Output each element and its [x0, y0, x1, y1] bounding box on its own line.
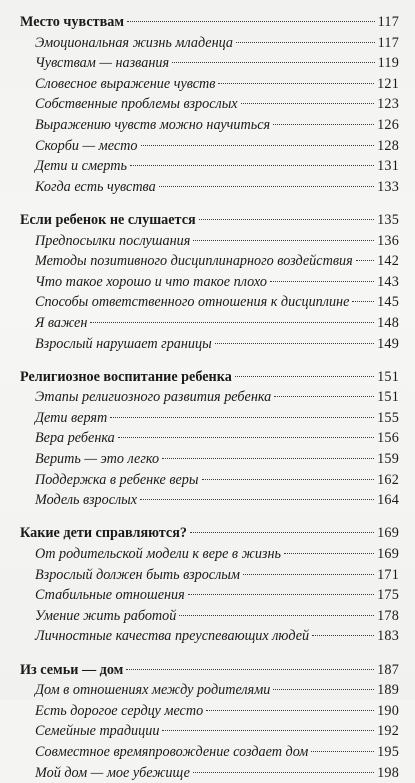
chapter-page-number: 135	[377, 211, 399, 228]
entry-title: Взрослый нарушает границы	[35, 335, 212, 352]
entry-page-number: 128	[377, 137, 399, 154]
toc-section-feelings	[20, 12, 399, 197]
entry-title: Я важен	[35, 314, 88, 331]
dot-leader	[159, 186, 374, 187]
table-of-contents	[20, 12, 399, 783]
toc-chapter-row	[20, 367, 399, 388]
toc-entry-row	[20, 292, 399, 313]
toc-entry-row	[20, 626, 399, 647]
chapter-title: Место чувствам	[20, 14, 125, 30]
entry-title: Совместное времяпровождение создает дом	[35, 743, 309, 760]
toc-entry-row	[20, 470, 399, 491]
entry-page-number: 164	[377, 492, 399, 509]
toc-entry-row	[20, 449, 399, 470]
toc-entry-row	[20, 53, 399, 74]
toc-entry-row	[20, 408, 399, 429]
dot-leader	[140, 499, 374, 500]
entry-title: Дом в отношениях между родителями	[35, 682, 271, 699]
dot-leader	[235, 376, 374, 377]
entry-title: Семейные традиции	[35, 723, 160, 740]
entry-page-number: 189	[377, 682, 399, 699]
entry-page-number: 133	[377, 178, 399, 195]
dot-leader	[273, 689, 374, 690]
entry-title: Способы ответственного отношения к дисциплине	[35, 294, 350, 311]
toc-entry-row	[20, 387, 399, 408]
chapter-title: Какие дети справляются?	[20, 525, 187, 542]
toc-entry-row	[20, 313, 399, 334]
dot-leader	[162, 458, 374, 459]
entry-title: Личностные качества преуспевающих людей	[35, 628, 310, 645]
toc-entry-row	[20, 680, 399, 701]
entry-page-number: 149	[377, 335, 399, 352]
entry-page-number: 156	[377, 430, 399, 447]
toc-entry-row	[20, 585, 399, 606]
toc-entry-row	[20, 763, 399, 783]
entry-page-number: 171	[377, 566, 399, 583]
entry-title: Есть дорогое сердцу место	[35, 702, 204, 719]
dot-leader	[274, 396, 374, 397]
dot-leader	[193, 772, 374, 773]
toc-entry-row	[20, 428, 399, 449]
dot-leader	[236, 42, 375, 43]
toc-entry-row	[20, 742, 399, 763]
entry-page-number: 155	[377, 409, 399, 426]
chapter-page-number: 169	[377, 525, 399, 542]
toc-entry-row	[20, 156, 399, 177]
entry-title: Дети и смерть	[35, 158, 127, 175]
entry-title: Поддержка в ребенке веры	[35, 471, 199, 488]
dot-leader	[352, 301, 374, 302]
entry-page-number: 123	[377, 96, 399, 113]
entry-title: Взрослый должен быть взрослым	[35, 566, 240, 583]
entry-page-number: 145	[377, 294, 399, 311]
entry-title: Скорби — место	[35, 137, 138, 154]
entry-page-number: 175	[377, 587, 399, 604]
dot-leader	[218, 83, 374, 84]
dot-leader	[130, 165, 374, 166]
entry-page-number: 159	[377, 451, 399, 468]
toc-entry-row	[20, 251, 399, 272]
chapter-page-number: 187	[377, 661, 399, 678]
entry-title: Мой дом — мое убежище	[35, 764, 190, 781]
dot-leader	[206, 710, 374, 711]
entry-page-number: 190	[377, 702, 399, 719]
entry-title: Модель взрослых	[35, 492, 138, 509]
entry-page-number: 183	[377, 628, 399, 645]
entry-title: Стабильные отношения	[35, 587, 185, 604]
toc-section-religious-upbringing	[20, 367, 399, 511]
chapter-page-number: 117	[377, 14, 399, 30]
entry-page-number: 195	[377, 743, 399, 760]
entry-page-number: 148	[377, 314, 399, 331]
dot-leader	[273, 124, 374, 125]
dot-leader	[312, 635, 374, 636]
entry-page-number: 198	[377, 764, 399, 781]
dot-leader	[193, 240, 374, 241]
section-gap	[20, 511, 399, 524]
entry-page-number: 192	[377, 723, 399, 740]
dot-leader	[311, 751, 374, 752]
dot-leader	[190, 532, 374, 533]
chapter-title: Если ребенок не слушается	[20, 211, 196, 228]
dot-leader	[241, 103, 375, 104]
dot-leader	[270, 281, 374, 282]
dot-leader	[90, 322, 374, 323]
entry-title: Эмоциональная жизнь младенца	[35, 34, 233, 51]
entry-page-number: 131	[377, 158, 399, 175]
dot-leader	[215, 343, 374, 344]
toc-entry-row	[20, 334, 399, 355]
toc-entry-row	[20, 490, 399, 511]
entry-title: Словесное выражение чувств	[35, 75, 216, 92]
toc-entry-row	[20, 94, 399, 115]
entry-page-number: 117	[377, 34, 399, 51]
toc-entry-row	[20, 721, 399, 742]
toc-entry-row	[20, 701, 399, 722]
toc-chapter-row	[20, 660, 399, 681]
toc-section-family-home	[20, 660, 399, 783]
dot-leader	[179, 615, 374, 616]
section-gap	[20, 197, 399, 210]
toc-entry-row	[20, 74, 399, 95]
dot-leader	[118, 437, 374, 438]
toc-chapter-row	[20, 12, 399, 33]
entry-page-number: 119	[377, 55, 399, 72]
chapter-title: Из семьи — дом	[20, 661, 124, 678]
toc-chapter-row	[20, 523, 399, 544]
entry-title: Выражению чувств можно научиться	[35, 116, 271, 133]
toc-chapter-row	[20, 210, 399, 231]
entry-title: Методы позитивного дисциплинарного воздействия	[35, 253, 353, 270]
entry-title: Дети верят	[35, 409, 108, 426]
dot-leader	[127, 21, 375, 22]
dot-leader	[243, 574, 374, 575]
entry-page-number: 121	[377, 75, 399, 92]
dot-leader	[162, 730, 374, 731]
dot-leader	[141, 145, 375, 146]
dot-leader	[126, 669, 374, 670]
entry-page-number: 178	[377, 607, 399, 624]
dot-leader	[284, 553, 374, 554]
chapter-page-number: 151	[377, 368, 399, 385]
entry-page-number: 136	[377, 232, 399, 249]
toc-entry-row	[20, 115, 399, 136]
section-gap	[20, 354, 399, 367]
entry-title: Чувствам — названия	[35, 55, 170, 72]
entry-page-number: 142	[377, 253, 399, 270]
entry-title: Предпосылки послушания	[35, 232, 191, 249]
entry-title: Когда есть чувства	[35, 178, 156, 195]
entry-title: Умение жить работой	[35, 607, 177, 624]
toc-entry-row	[20, 544, 399, 565]
entry-page-number: 169	[377, 546, 399, 563]
dot-leader	[356, 260, 374, 261]
entry-title: Вера ребенка	[35, 430, 115, 447]
toc-entry-row	[20, 565, 399, 586]
toc-entry-row	[20, 33, 399, 54]
dot-leader	[199, 219, 374, 220]
entry-page-number: 151	[377, 389, 399, 406]
toc-section-coping-children	[20, 523, 399, 647]
entry-page-number: 143	[377, 273, 399, 290]
entry-page-number: 126	[377, 116, 399, 133]
entry-page-number: 162	[377, 471, 399, 488]
entry-title: Этапы религиозного развития ребенка	[35, 389, 272, 406]
toc-entry-row	[20, 136, 399, 157]
toc-section-disobedience	[20, 210, 399, 354]
dot-leader	[172, 62, 375, 63]
toc-entry-row	[20, 272, 399, 293]
toc-entry-row	[20, 231, 399, 252]
entry-title: От родительской модели к вере в жизнь	[35, 546, 281, 563]
toc-entry-row	[20, 606, 399, 627]
entry-title: Собственные проблемы взрослых	[35, 96, 238, 113]
dot-leader	[202, 479, 375, 480]
dot-leader	[188, 594, 374, 595]
entry-title: Верить — это легко	[35, 451, 160, 468]
section-gap	[20, 647, 399, 660]
entry-title: Что такое хорошо и что такое плохо	[35, 273, 267, 290]
toc-entry-row	[20, 177, 399, 198]
chapter-title: Религиозное воспитание ребенка	[20, 368, 232, 385]
dot-leader	[110, 417, 374, 418]
